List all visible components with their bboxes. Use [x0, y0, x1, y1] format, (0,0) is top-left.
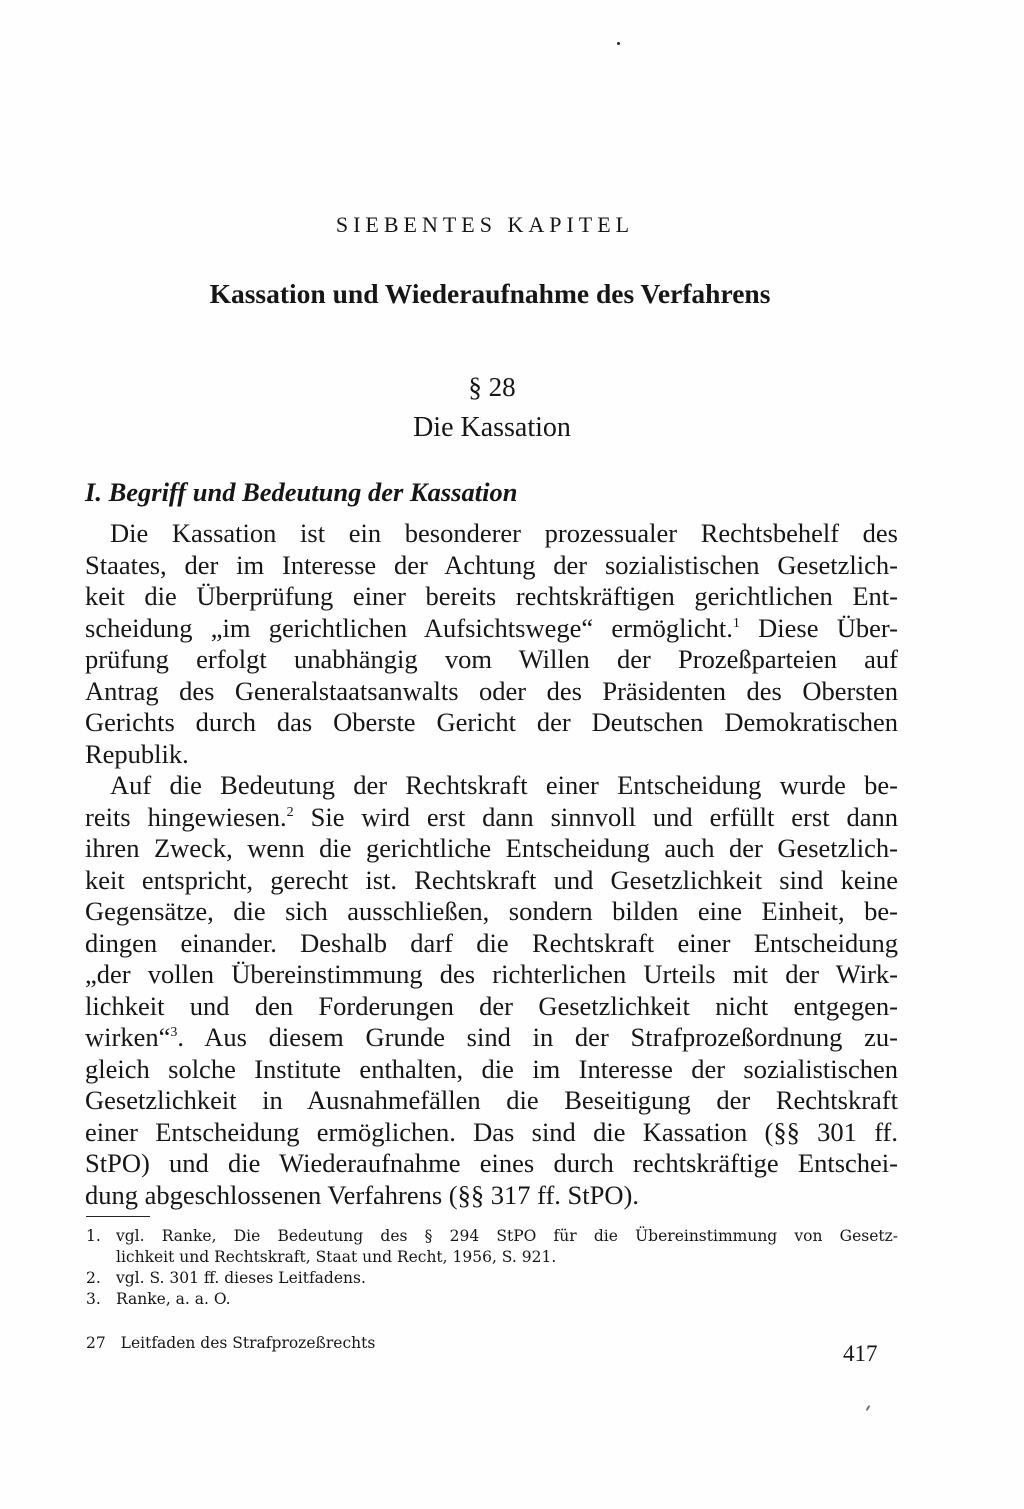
- footnote-number: 2.: [86, 1269, 101, 1287]
- footnote: [86, 1226, 898, 1268]
- text-line: StPO) und die Wiederaufnahme eines durch rechtskräftige Entschei-: [85, 1148, 898, 1178]
- footnotes: [86, 1226, 898, 1310]
- paragraph: [85, 518, 898, 770]
- text-line: gleich solche Institute enthalten, die im Interesse der sozialistischen: [85, 1053, 898, 1084]
- text-line: prüfung erfolgt unabhängig vom Willen der Prozeßparteien auf: [85, 644, 898, 674]
- footnote: [86, 1289, 898, 1310]
- footnote-line: vgl. S. 301 ff. dieses Leitfadens.: [116, 1269, 366, 1287]
- text-line: Auf die Bedeutung der Rechtskraft einer Entscheidung wurde be-: [110, 770, 898, 800]
- footnote-reference: 3: [170, 1025, 178, 1041]
- text-line: [85, 1022, 898, 1054]
- text-segment: Diese Über-: [758, 612, 899, 643]
- text-line: Gesetzlichkeit in Ausnahmefällen die Beseitigung der Rechtskraft: [85, 1085, 898, 1115]
- text-line: [85, 613, 898, 645]
- text-line: Gegensätze, die sich ausschließen, sondern bilden eine Einheit, be-: [85, 896, 898, 926]
- text-line: dung abgeschlossenen Verfahrens (§§ 317 ff. StPO).: [85, 1179, 639, 1210]
- footnote-number: 1.: [86, 1227, 101, 1245]
- print-speck: [866, 1405, 871, 1411]
- book-title: Leitfaden des Strafprozeßrechts: [120, 1334, 376, 1352]
- footnote-divider: [86, 1216, 150, 1217]
- chapter-label: SIEBENTES KAPITEL: [335, 212, 635, 237]
- footnote: [86, 1268, 898, 1289]
- footnote-line: Ranke, a. a. O.: [116, 1290, 231, 1308]
- footnote-text: [116, 1226, 898, 1268]
- running-footer: [86, 1334, 375, 1352]
- text-line: [85, 802, 898, 834]
- text-line: „der vollen Übereinstimmung des richterlichen Urteils mit der Wirk-: [85, 959, 898, 989]
- footnote-line: vgl. Ranke, Die Bedeutung des § 294 StPO für die Übereinstimmung von Gesetz-: [116, 1227, 898, 1245]
- footnote-reference: 2: [286, 804, 294, 820]
- footnote-number: 3.: [86, 1290, 101, 1308]
- text-line: Gerichts durch das Oberste Gericht der Deutschen Demokratischen: [85, 707, 898, 737]
- text-line: Antrag des Generalstaatsanwalts oder des Präsidenten des Obersten: [85, 675, 898, 706]
- section-title: Die Kassation: [413, 412, 571, 443]
- text-segment: reits hingewiesen.: [85, 801, 287, 832]
- text-line: Staates, der im Interesse der Achtung der sozialistischen Gesetzlich-: [85, 549, 898, 580]
- text-segment: wirken“: [85, 1022, 171, 1052]
- body-text: [85, 518, 898, 1211]
- footnote-text: [116, 1289, 898, 1310]
- text-line: lichkeit und den Forderungen der Gesetzlichkeit nicht entgegen-: [85, 990, 898, 1021]
- footnote-line: lichkeit und Rechtskraft, Staat und Recht, 1956, S. 921.: [116, 1248, 557, 1266]
- text-line: ihren Zweck, wenn die gerichtliche Entscheidung auch der Gesetzlich-: [85, 833, 898, 863]
- paragraph: [85, 770, 898, 1211]
- text-line: dingen einander. Deshalb darf die Rechtskraft einer Entscheidung: [85, 927, 898, 958]
- text-segment: Sie wird erst dann sinnvoll und erfüllt erst dann: [310, 801, 899, 832]
- page-number: 417: [843, 1341, 878, 1366]
- text-line: Republik.: [85, 738, 189, 769]
- text-segment: . Aus diesem Grunde sind in der Strafprozeßordnung zu-: [177, 1022, 898, 1052]
- footnote-text: [116, 1268, 898, 1289]
- subheading: I. Begriff und Bedeutung der Kassation: [85, 477, 518, 507]
- section-number: § 28: [468, 372, 516, 402]
- signature-mark: 27: [86, 1334, 106, 1352]
- text-line: keit die Überprüfung einer bereits rechtskräftigen gerichtlichen Ent-: [85, 581, 898, 611]
- print-speck: [617, 42, 620, 45]
- footnote-reference: 1: [732, 615, 740, 631]
- text-line: keit entspricht, gerecht ist. Rechtskraft und Gesetzlichkeit sind keine: [85, 864, 898, 895]
- text-segment: scheidung „im gerichtlichen Aufsichtswege“ ermöglicht.: [85, 612, 733, 643]
- text-line: einer Entscheidung ermöglichen. Das sind die Kassation (§§ 301 ff.: [85, 1116, 898, 1147]
- chapter-title: Kassation und Wiederaufnahme des Verfahrens: [209, 278, 771, 309]
- text-line: Die Kassation ist ein besonderer prozessualer Rechtsbehelf des: [110, 518, 898, 548]
